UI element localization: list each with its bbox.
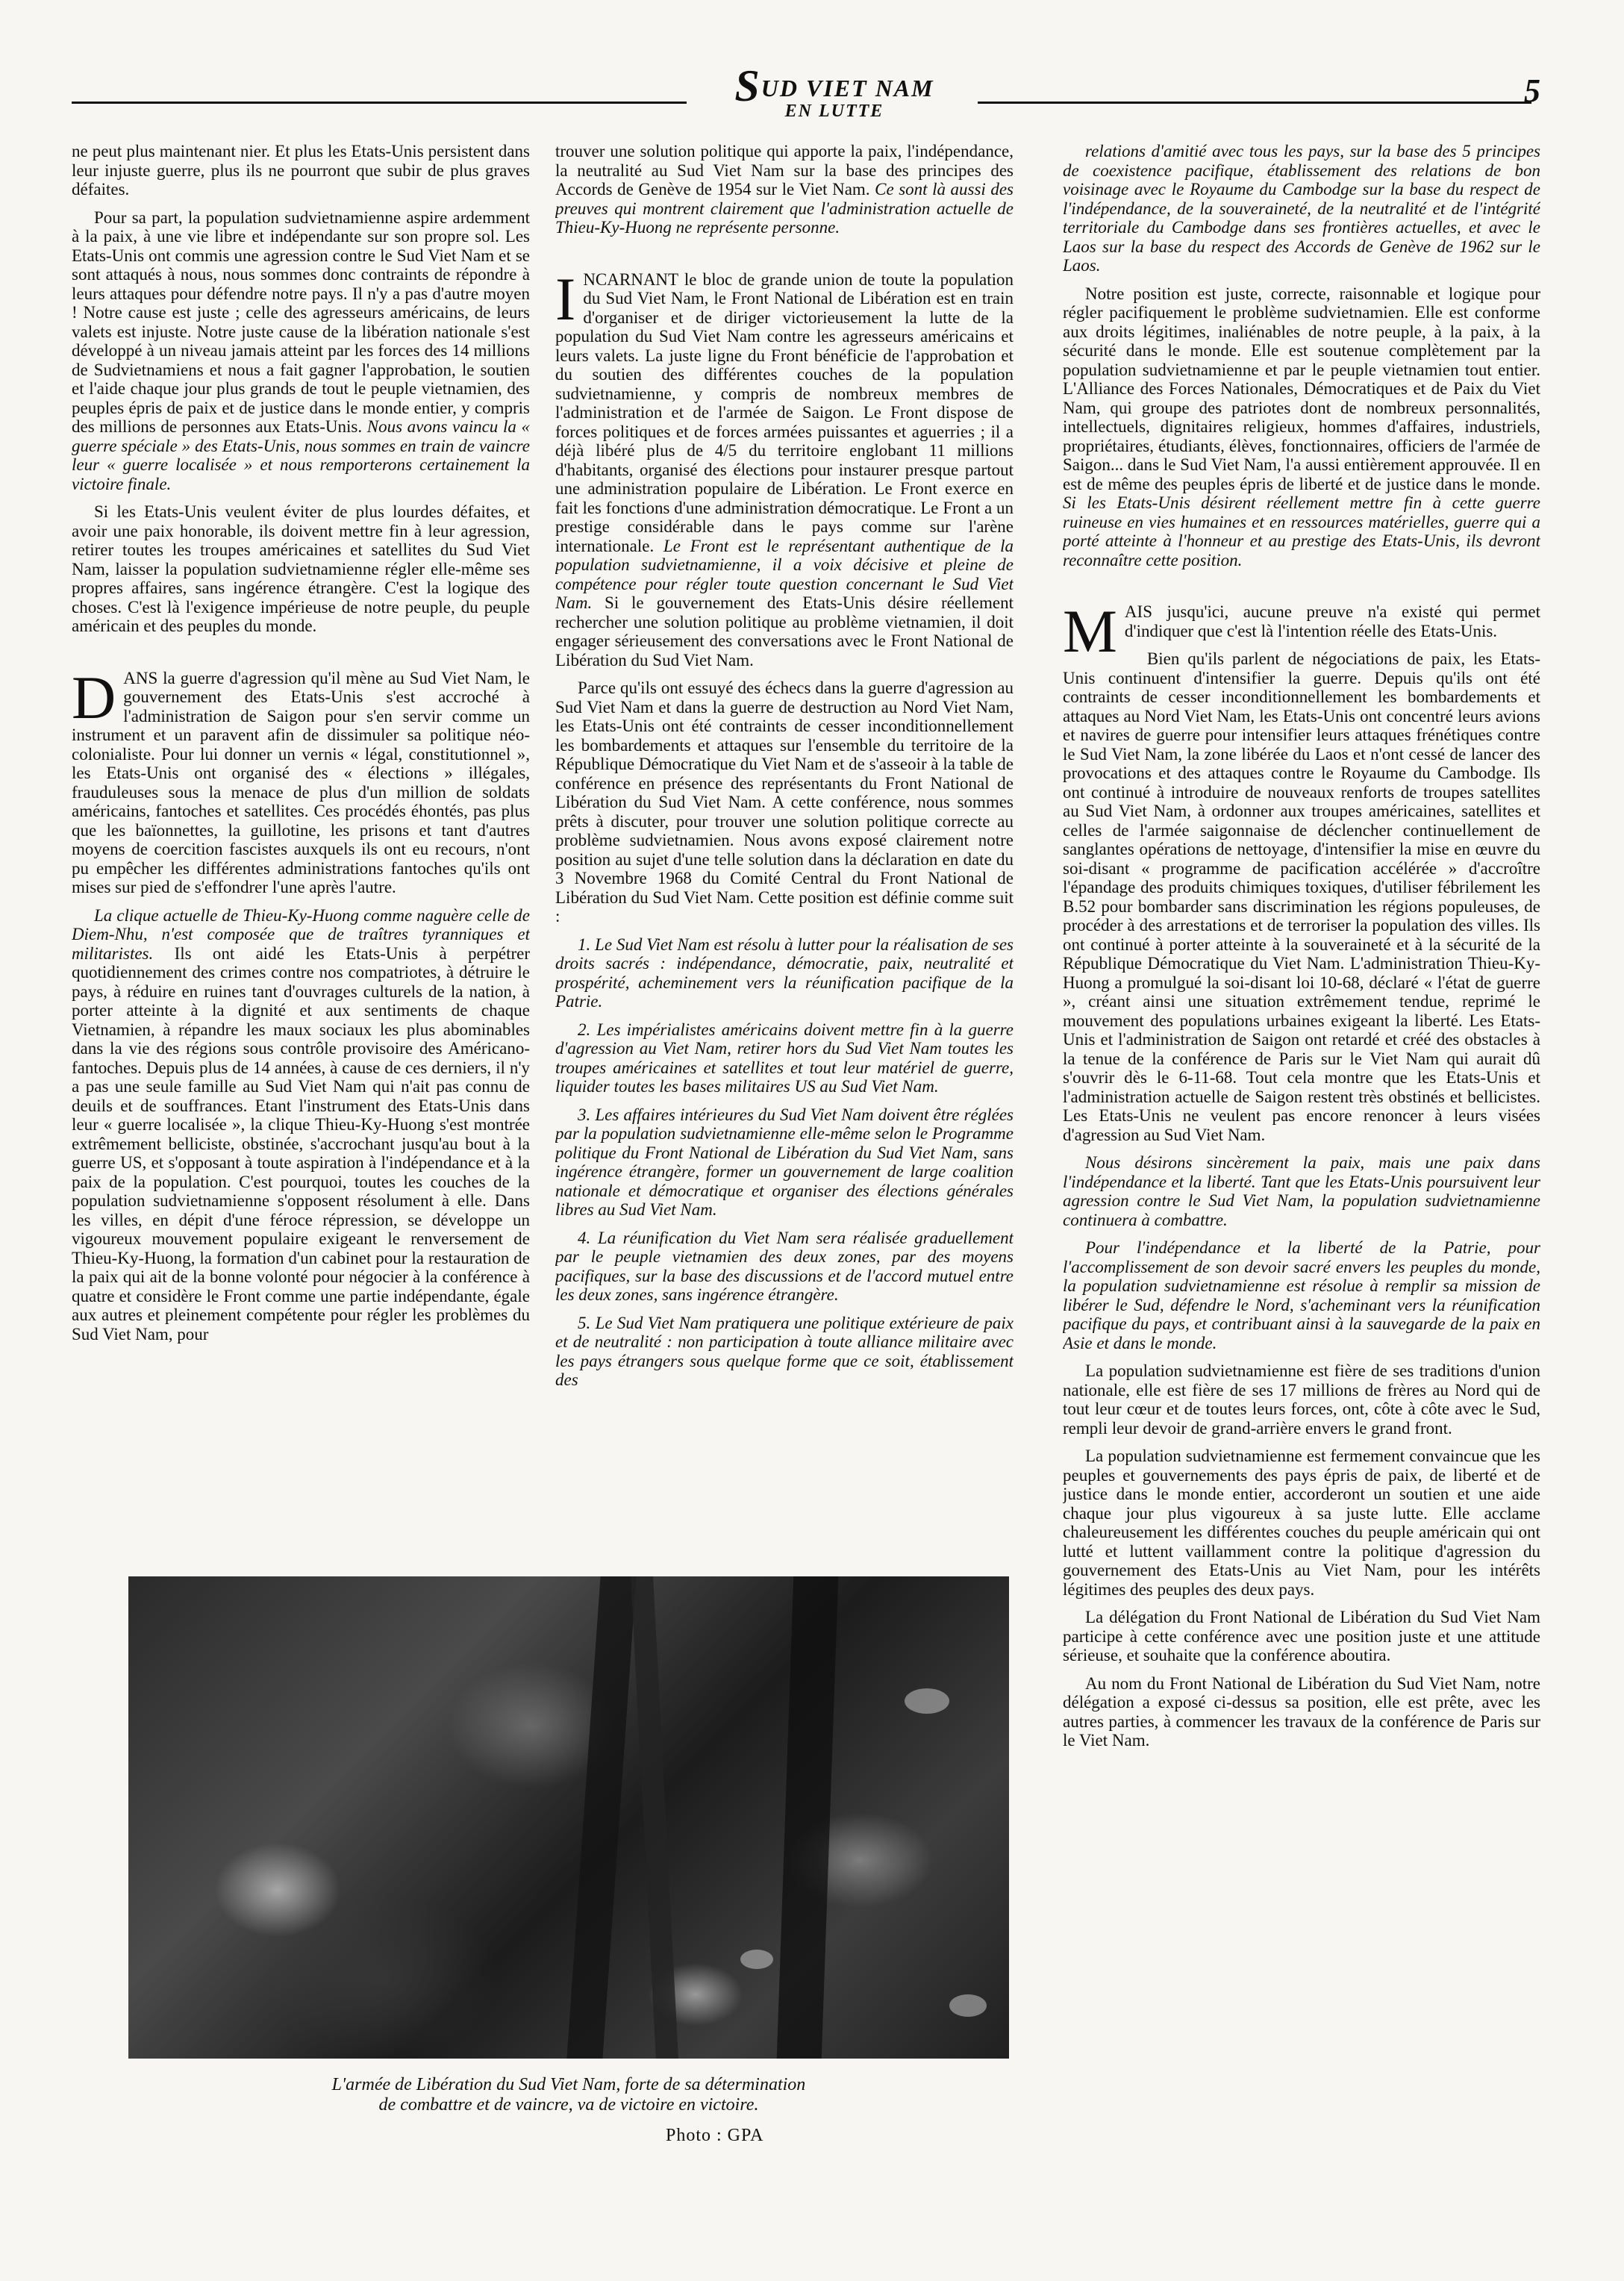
paragraph-emphasis: Le Front est le représentant authentique de la population sudvietnamienne, il a voix décisive et pleine de compétence pour régler toute question concernant le Sud Viet Nam.	[555, 536, 1014, 612]
foliage-highlight	[949, 1994, 987, 2017]
position-point-1: 1. Le Sud Viet Nam est résolu à lutter pour la réalisation de ses droits sacrés : indépendance, démocratie, paix, neutralité et prospérité, acheminement vers la réunification pacifique de la Patrie.	[555, 934, 1014, 1011]
paragraph-text: trouver une solution politique qui apporte la paix, l'indépendance, la neutralité au Sud Viet Nam sur la base des principes des Accords de Genève de 1954 sur le Viet Nam.	[555, 142, 1014, 199]
page-number: 5	[1524, 72, 1540, 109]
paragraph: Parce qu'ils ont essuyé des échecs dans la guerre d'agression au Sud Viet Nam et dans la guerre de destruction au Nord Viet Nam, les Etats-Unis ont été contraints de cesser inconditionnellement les bombardements et attaques sur l'ensemble du territoire de la République Démocratique du Viet Nam et de s'asseoir à la table de conférence en présence des représentants du Front National de Libération du Sud Viet Nam. A cette conférence, nous sommes prêts à discuter, pour trouver une solution politique correcte au problème sudvietnamien. Nous avons exposé clairement notre position au sujet d'une telle solution dans la déclaration en date du 3 Novembre 1968 du Comité Central du Front National de Libération du Sud Viet Nam. Cette position est définie comme suit :	[555, 678, 1014, 926]
paragraph	[72, 906, 530, 1344]
paragraph-emphasis: La clique actuelle de Thieu-Ky-Huong comme naguère celle de Diem-Nhu, n'est composée que de traîtres tyranniques et militaristes.	[72, 905, 530, 963]
publication-title	[693, 61, 976, 110]
foliage-highlight	[740, 1950, 773, 1969]
column-1	[72, 142, 530, 1545]
photo-caption-line: L'armée de Libération du Sud Viet Nam, forte de sa détermination	[331, 2075, 806, 2094]
paragraph: Pour l'indépendance et la liberté de la Patrie, pour l'accomplissement de son devoir sacré envers les peuples du monde, la population sudvietnamienne est résolue à remplir sa mission de libérer le Sud, défendre le Nord, s'acheminant vers la réunification pacifique du pays, et contribuant ainsi à la sauvegarde de la paix en Asie et dans le monde.	[1063, 1238, 1540, 1352]
position-point-3: 3. Les affaires intérieures du Sud Viet Nam doivent être réglées par la population sudvietnamienne elle-même selon le Programme politique du Front National de Libération du Sud Viet Nam, sans ingérence étrangère, former un gouvernement de large coalition nationale et démocratique et organiser des élections générales libres au Sud Viet Nam.	[555, 1105, 1014, 1219]
paragraph: La population sudvietnamienne est fermement convaincue que les peuples et gouvernements des pays épris de paix, de liberté et de justice dans le monde entier, accorderont un soutien et une aide chaque jour plus vigoureux à sa juste lutte. Elle acclame chaleureusement les différentes couches du peuple américain qui ont lutté et luttent vaillamment contre la politique d'agression du gouvernement des Etats-Unis au Viet Nam, pour les intérêts légitimes des peuples des deux pays.	[1063, 1447, 1540, 1599]
paragraph-emphasis: Ce sont là aussi des preuves qui montrent clairement que l'administration actuelle de Thieu-Ky-Huong ne représente personne.	[555, 180, 1014, 237]
publication-title-rest: UD VIET NAM	[761, 75, 934, 102]
paragraph: Si les Etats-Unis veulent éviter de plus lourdes défaites, et avoir une paix honorable, ils doivent mettre fin à leur agression, retirer toutes les troupes américaines et satellites du Sud Viet Nam, laisser la population sudvietnamienne régler elle-même ses propres affaires, sans ingérence étrangère. C'est la logique des choses. C'est là l'exigence impérieuse de notre peuple, du peuple américain et des peuples du monde.	[72, 502, 530, 635]
column-3	[1063, 142, 1540, 2187]
paragraph	[72, 663, 530, 897]
paragraph-emphasis: Si les Etats-Unis désirent réellement mettre fin à cette guerre ruineuse en vies humaines et en ressources matérielles, guerre qui a porté atteinte à l'honneur et au prestige des Etats-Unis, ils devront reconnaître cette position.	[1063, 493, 1540, 570]
paragraph	[1063, 597, 1540, 665]
paragraph: Bien qu'ils parlent de négociations de paix, les Etats-Unis continuent d'intensifier la guerre. Depuis qu'ils ont été contraints de cesser inconditionnellement les bombardements et attaques au Nord Viet Nam, les Etats-Unis ont concentré leurs avions et navires de guerre pour intensifier leurs attaques frénétiques contre le Sud Viet Nam, la zone libérée du Laos et n'ont cessé de lancer des provocations et des attaques contre le Royaume du Cambodge. Ils ont continué à introduire de nouveaux renforts de troupes satellites au Sud Viet Nam, à ordonner aux troupes américaines, satellites et celles de l'armée saigonnaise de déclencher continuellement de sanglantes opérations de nettoyage, d'intensifier la mise en œuvre du soi-disant « programme de pacification accélérée » d'accroître l'épandage des produits chimiques toxiques, d'utiliser fébrilement les B.52 pour bombarder sans discrimination les régions populeuses, de procéder à des arrestations et de terroriser la population des villes. Ils ont continué à porter atteinte à la souveraineté et à la sécurité de la République Démocratique du Viet Nam. L'administration Thieu-Ky-Huong a promulgué la soi-disant loi 10-68, déclaré « l'état de guerre », créant ainsi une situation extrêmement tendue, reprimé le mouvement des populations urbaines exigeant la liberté. Les Etats-Unis et l'administration de Saigon ont retardé et créé des obstacles à la tenue de la conférence de Paris sur le Viet Nam qui aurait dû s'ouvrir dès le 6-11-68. Tout cela montre que les Etats-Unis et l'administration actuelle de Saigon restent très obstinés et bellicistes. Les Etats-Unis ne veulent pas encore renoncer à leurs visées d'agression au Sud Viet Nam.	[1063, 649, 1540, 1144]
photo-credit: Photo : GPA	[666, 2126, 764, 2145]
paragraph-text: AIS jusqu'ici, aucune preuve n'a existé qui permet d'indiquer que c'est là l'intention réelle des Etats-Unis.	[1124, 602, 1540, 640]
masthead-rule-right	[978, 102, 1531, 104]
masthead	[72, 61, 1549, 121]
paragraph	[72, 208, 530, 494]
drop-cap: M	[1063, 597, 1117, 665]
photo-caption	[128, 2075, 1009, 2115]
position-point-5: 5. Le Sud Viet Nam pratiquera une politique extérieure de paix et de neutralité : non participation à toute alliance militaire avec les pays étrangers sous quelque forme que ce soit, établissement des	[555, 1313, 1014, 1389]
paragraph-text: Notre position est juste, correcte, raisonnable et logique pour régler pacifiquement le problème sudvietnamien. Elle est conforme aux droits légitimes, inaliénables de notre peuple, à la paix, à la sécurité dans le monde. Elle est soutenue complètement par la population sudvietnamienne et par le peuple vietnamien tout entier. L'Alliance des Forces Nationales, Démocratiques et de Paix du Viet Nam, qui groupe des patriotes dont de nombreux personnalités, intellectuels, dignitaires religieux, hommes d'affaires, industriels, propriétaires, étudiants, élèves, fonctionnaires, officiers de l'armée de Saigon... dans le Sud Viet Nam, l'a aussi entièrement approuvée. Il en est de même des peuples épris de liberté et de justice dans le monde.	[1063, 284, 1540, 493]
photo-caption-line: de combattre et de vaincre, va de victoire en victoire.	[378, 2095, 759, 2115]
tree-trunk	[631, 1576, 678, 2059]
tree-trunk	[777, 1576, 839, 2059]
paragraph-text: Si le gouvernement des Etats-Unis désire réellement rechercher une solution politique au problème vietnamien, il doit engager sérieusement des conversations avec le Front National de Libération du Sud Viet Nam.	[555, 593, 1014, 670]
paragraph	[555, 264, 1014, 670]
photo-block	[128, 1576, 1009, 2146]
paragraph: La délégation du Front National de Libération du Sud Viet Nam participe à cette conférence avec une position juste et une attitude sérieuse, et souhaite que la conférence aboutira.	[1063, 1608, 1540, 1664]
paragraph: Nous désirons sincèrement la paix, mais une paix dans l'indépendance et la liberté. Tant que les Etats-Unis poursuivent leur agression contre le Sud Viet Nam, la population sudvietnamienne continuera à combattre.	[1063, 1153, 1540, 1229]
paragraph-text: NCARNANT le bloc de grande union de toute la population du Sud Viet Nam, le Front National de Libération est en train d'organiser et de diriger victorieusement la lutte de la population du Sud Viet Nam contre les agresseurs américains et leurs valets. La juste ligne du Front bénéficie de l'approbation et du soutien des différentes couches de la population sudvietnamienne, y compris de nombreux membres de l'administration et de l'armée de Saigon. Le Front dispose de forces politiques et de forces armées puissantes et aguerries ; il a déjà libéré plus de 4/5 du territoire englobant 11 millions d'habitants, organisé des élections pour instaurer presque partout une administration populaire de Libération. Le Front exerce en fait les fonctions d'une administration démocratique. Le Front a un prestige considérable dans le pays comme sur l'arène internationale.	[555, 269, 1014, 555]
paragraph-emphasis: Nous avons vaincu la « guerre spéciale » des Etats-Unis, nous sommes en train de vaincre leur « guerre localisée » et nous remporterons certainement la victoire finale.	[72, 417, 530, 493]
position-point-2: 2. Les impérialistes américains doivent mettre fin à la guerre d'agression au Viet Nam, retirer hors du Sud Viet Nam toutes les troupes américaines et satellites et tout leur matériel de guerre, liquider toutes les bases militaires US au Sud Viet Nam.	[555, 1020, 1014, 1096]
paragraph-text: Ils ont aidé les Etats-Unis à perpétrer quotidiennement des crimes contre nos compatriotes, à détruire le pays, à réduire en ruines tant d'ouvrages culturels de la nation, à porter atteinte à la dignité et aux sentiments de chaque Vietnamien, à répandre les maux sociaux les plus abominables dans la vie des régions sous contrôle provisoire des Américano-fantoches. Depuis plus de 14 années, à cause de ces derniers, il n'y a pas une seule famille au Sud Viet Nam qui n'ait pas connu de deuils et de souffrances. Etant l'instrument des Etats-Unis dans leur « guerre localisée », la clique Thieu-Ky-Huong s'est montrée extrêmement belliciste, obstinée, s'accrochant jusqu'au bout à la guerre US, et s'opposant à toute aspiration à l'indépendance et à la paix de la population. C'est pourquoi, toutes les couches de la population sudvietnamienne s'opposent résolument à elle. Dans les villes, en dépit d'une féroce répression, se développe un vigoureux mouvement populaire exigeant le renversement de Thieu-Ky-Huong, la formation d'un cabinet pour la restauration de la paix qui ait de la bonne volonté pour négocier à la conférence à quatre et considère le Front comme une partie indépendante, égale aux autres et pleinement compétente pour régler les problèmes du Sud Viet Nam, pour	[72, 943, 530, 1344]
publication-title-initial: S	[734, 61, 761, 110]
paragraph: ne peut plus maintenant nier. Et plus les Etats-Unis persistent dans leur injuste guerre, plus ils ne pourront que subir de plus graves défaites.	[72, 142, 530, 199]
foliage-highlight	[905, 1688, 949, 1714]
publication-subtitle: EN LUTTE	[784, 102, 884, 121]
position-point-4: 4. La réunification du Viet Nam sera réalisée graduellement par le peuple vietnamien des deux zones, par des moyens pacifiques, sur la base des discussions et de l'accord mutuel entre les deux zones, sans ingérence étrangère.	[555, 1228, 1014, 1304]
paragraph	[1063, 284, 1540, 570]
column-2	[555, 142, 1014, 1545]
paragraph-text: Pour sa part, la population sudvietnamienne aspire ardemment à la paix, à une vie libre et indépendante sur son propre sol. Les Etats-Unis ont commis une agression contre le Sud Viet Nam et se sont attaqués à nous, nous sommes donc contraints de répondre à leurs attaques pour défendre notre pays. Il n'y a pas d'autre moyen ! Notre cause est juste ; celle des agresseurs américains, de leurs valets est injuste. Notre juste cause de la libération nationale s'est développé à un niveau jamais atteint par les forces des 14 millions de Sudvietnamiens et nous a fait gagner l'approbation, le soutien et l'aide chaque jour plus grands de tout le peuple vietnamien, des peuples épris de paix et de justice dans le monde entier, y compris des millions de personnes aux Etats-Unis.	[72, 207, 530, 436]
drop-cap: I	[555, 264, 576, 333]
paragraph-text: ANS la guerre d'agression qu'il mène au Sud Viet Nam, le gouvernement des Etats-Unis s'est accroché à l'administration de Saigon pour s'en servir comme un instrument et un paravent afin de dissimuler sa politique néo-colonialiste. Pour lui donner un vernis « légal, constitutionnel », les Etats-Unis ont organisé des « élections » illégales, frauduleuses sous la menace de plus d'un million de soldats américains, fantoches et satellites. Ces procédés éhontés, pas plus que les baïonnettes, la guillotine, les prisons et tant d'autres moyens de coercition fascistes auxquels ils ont eu recours, n'ont pu empêcher les différentes administrations fantoches qu'ils ont mises sur pied de s'effondrer l'une après l'autre.	[72, 668, 530, 896]
paragraph: La population sudvietnamienne est fière de ses traditions d'union nationale, elle est fière de ses 17 millions de frères au Nord qui de tout leur cœur et de toutes leurs forces, ont, côte à côte avec le Sud, rempli leur devoir de grand-arrière envers le grand front.	[1063, 1361, 1540, 1438]
soldier-photo	[128, 1576, 1009, 2059]
tree-trunk	[566, 1576, 636, 2059]
masthead-rule-left	[72, 102, 687, 104]
paragraph	[555, 142, 1014, 237]
paragraph: relations d'amitié avec tous les pays, sur la base des 5 principes de coexistence pacifique, établissement des relations de bon voisinage avec le Royaume du Cambodge sur la base du respect de l'indépendance, de la souveraineté, de la neutralité et de l'intégrité territoriale du Cambodge dans ses frontières actuelles, et avec le Laos sur la base du respect des Accords de Genève de 1962 sur le Laos.	[1063, 142, 1540, 275]
paragraph: Au nom du Front National de Libération du Sud Viet Nam, notre délégation a exposé ci-dessus sa position, elle est prête, avec les autres parties, à commencer les travaux de la conférence de Paris sur le Viet Nam.	[1063, 1673, 1540, 1750]
drop-cap: D	[72, 663, 116, 731]
